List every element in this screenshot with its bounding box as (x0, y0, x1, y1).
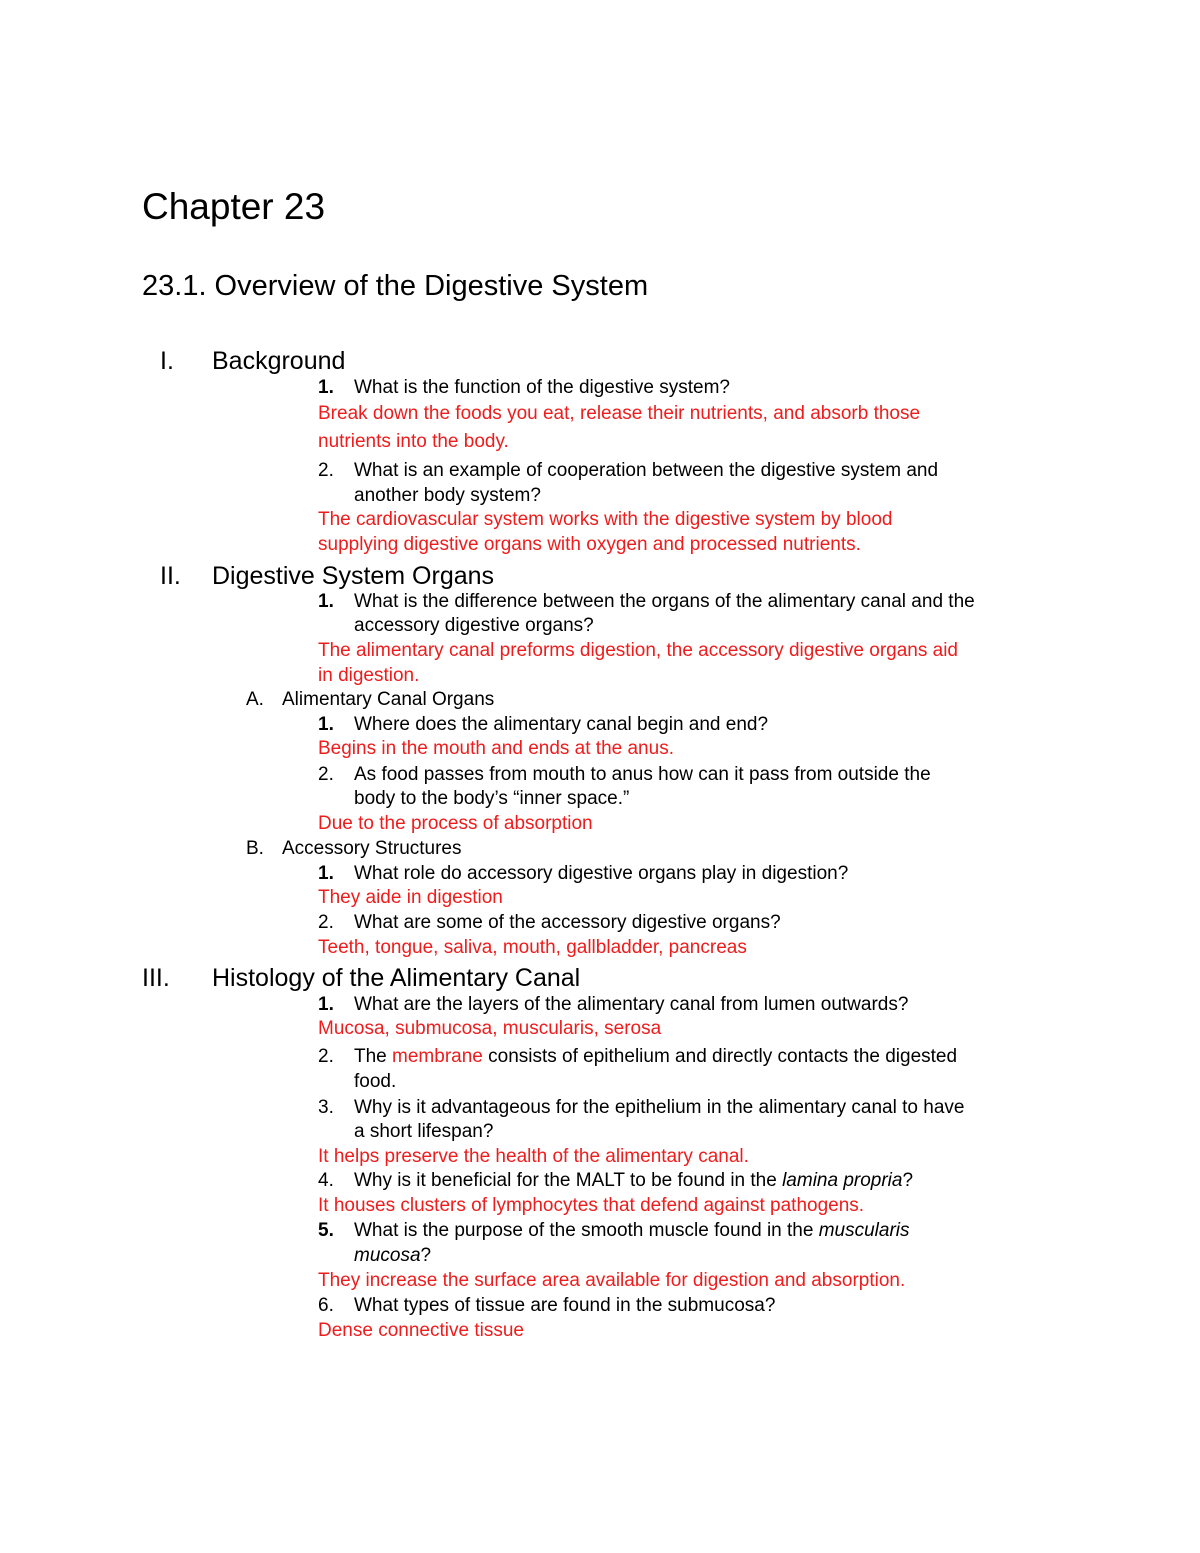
question-text (354, 1045, 957, 1069)
answer-text: The alimentary canal preforms digestion, the accessory digestive organs aid (318, 640, 958, 661)
outline-numeral-ii: II. (160, 562, 181, 590)
question-text: another body system? (354, 485, 541, 506)
outline-numeral-iii: III. (142, 964, 170, 992)
section-title: 23.1. Overview of the Digestive System (142, 270, 649, 302)
answer-text: They increase the surface area available for digestion and absorption. (318, 1270, 906, 1291)
question-text-part: ? (902, 1170, 914, 1191)
answer-text: Due to the process of absorption (318, 813, 593, 834)
question-text: What is the function of the digestive system? (354, 377, 730, 398)
question-text: body to the body’s “inner space.” (354, 788, 630, 809)
question-text: accessory digestive organs? (354, 615, 594, 636)
answer-text: Dense connective tissue (318, 1320, 524, 1341)
answer-text: They aide in digestion (318, 887, 503, 908)
question-number: 6. (318, 1295, 334, 1316)
question-term: lamina propria (782, 1170, 903, 1191)
outline-letter-a: A. (246, 689, 264, 710)
question-text-part: The (354, 1046, 393, 1067)
question-text: What is the difference between the organs of the alimentary canal and the (354, 591, 975, 612)
answer-text: in digestion. (318, 665, 420, 686)
answer-text: Teeth, tongue, saliva, mouth, gallbladder, pancreas (318, 937, 747, 958)
chapter-title: Chapter 23 (142, 186, 326, 227)
question-text: Where does the alimentary canal begin and end? (354, 714, 769, 735)
question-number: 2. (318, 764, 334, 785)
question-number: 1. (318, 591, 334, 612)
outline-heading-background: Background (212, 347, 346, 375)
question-text-part: consists of epithelium and directly contacts the digested (482, 1046, 958, 1067)
question-text: As food passes from mouth to anus how can it pass from outside the (354, 764, 931, 785)
question-text: What are some of the accessory digestive organs? (354, 912, 781, 933)
question-number: 1. (318, 863, 334, 884)
question-text (354, 1244, 431, 1268)
filled-blank-answer: membrane (392, 1046, 483, 1067)
question-text: What role do accessory digestive organs play in digestion? (354, 863, 849, 884)
answer-text: Mucosa, submucosa, muscularis, serosa (318, 1018, 662, 1039)
outline-heading-digestive-system-organs: Digestive System Organs (212, 562, 495, 590)
question-text-part: Why is it beneficial for the MALT to be found in the (354, 1170, 783, 1191)
outline-letter-b: B. (246, 838, 264, 859)
answer-text: nutrients into the body. (318, 431, 509, 452)
subheading-alimentary-canal-organs: Alimentary Canal Organs (282, 689, 495, 710)
question-text (354, 1219, 910, 1243)
question-text-part: ? (420, 1245, 432, 1266)
question-number: 2. (318, 460, 334, 481)
question-number: 1. (318, 377, 334, 398)
question-number: 2. (318, 912, 334, 933)
question-number: 1. (318, 994, 334, 1015)
question-number: 5. (318, 1220, 334, 1241)
question-text: a short lifespan? (354, 1121, 494, 1142)
question-number: 4. (318, 1170, 334, 1191)
question-text: What are the layers of the alimentary canal from lumen outwards? (354, 994, 909, 1015)
answer-text: It helps preserve the health of the alimentary canal. (318, 1146, 749, 1167)
question-number: 2. (318, 1046, 334, 1067)
question-text: Why is it advantageous for the epithelium in the alimentary canal to have (354, 1097, 965, 1118)
question-text-part: What is the purpose of the smooth muscle found in the (354, 1220, 819, 1241)
question-number: 3. (318, 1097, 334, 1118)
outline-numeral-i: I. (160, 347, 174, 375)
question-number: 1. (318, 714, 334, 735)
answer-text: The cardiovascular system works with the digestive system by blood (318, 509, 893, 530)
question-text (354, 1169, 913, 1193)
answer-text: Break down the foods you eat, release their nutrients, and absorb those (318, 403, 921, 424)
question-text: food. (354, 1071, 397, 1092)
answer-text: Begins in the mouth and ends at the anus. (318, 738, 674, 759)
question-text: What is an example of cooperation between the digestive system and (354, 460, 939, 481)
question-text: What types of tissue are found in the submucosa? (354, 1295, 776, 1316)
question-term: muscularis (818, 1220, 910, 1241)
outline-heading-histology: Histology of the Alimentary Canal (212, 964, 581, 992)
answer-text: It houses clusters of lymphocytes that defend against pathogens. (318, 1195, 865, 1216)
answer-text: supplying digestive organs with oxygen and processed nutrients. (318, 534, 861, 555)
question-term: mucosa (354, 1245, 421, 1266)
subheading-accessory-structures: Accessory Structures (282, 838, 462, 859)
